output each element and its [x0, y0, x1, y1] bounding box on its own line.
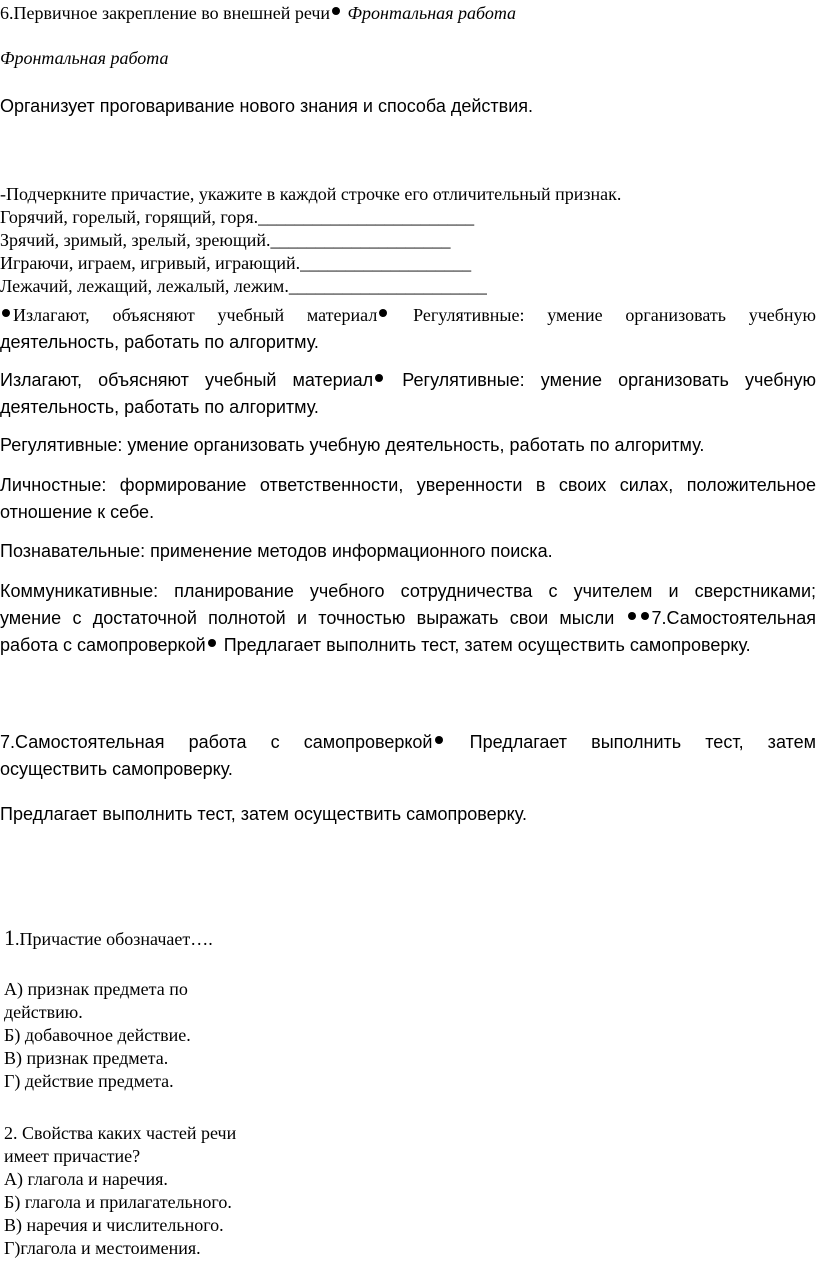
bullet-icon: [435, 736, 443, 744]
answer-option-d: Г) действие предмета.: [4, 1071, 174, 1091]
answer-option-a: А) признак предмета по: [4, 979, 188, 999]
bullet-icon: [379, 309, 387, 317]
paragraph: Организует проговаривание нового знания и способа действия.: [0, 96, 534, 116]
question-2-cont: имеет причастие?: [4, 1146, 141, 1166]
answer-option-c: В) наречия и числительного.: [4, 1215, 224, 1235]
text-run: 7.Самостоятельная работа с самопроверкой: [0, 732, 433, 752]
answer-option-c: В) признак предмета.: [4, 1048, 169, 1068]
bullet-icon: [375, 374, 383, 382]
answer-option-d: Г)глагола и местоимения.: [4, 1238, 201, 1258]
exercise-line-3: Играючи, играем, игривый, играющий.___________________: [0, 253, 472, 273]
paragraph: Регулятивные: умение организовать учебную деятельность, работать по алгоритму.: [0, 435, 705, 455]
text-run: Излагают, объясняют учебный материал: [0, 370, 374, 390]
bullet-icon: [628, 612, 636, 620]
paragraph-line: [0, 607, 816, 629]
answer-option-b: Б) глагола и прилагательного.: [4, 1192, 232, 1212]
italic-subheading: Фронтальная работа: [0, 48, 169, 68]
paragraph-line: [0, 634, 751, 656]
text-run: Регулятивные: умение организовать учебную: [413, 305, 816, 325]
question-number: 1: [4, 925, 15, 950]
text-run: Предлагает выполнить тест, затем: [469, 732, 816, 752]
answer-option-a: А) глагола и наречия.: [4, 1169, 168, 1189]
paragraph: Предлагает выполнить тест, затем осуществить самопроверку.: [0, 804, 527, 824]
paragraph: [0, 304, 816, 326]
paragraph-line: деятельность, работать по алгоритму.: [0, 397, 319, 417]
paragraph: [0, 369, 816, 391]
section-heading-7: [0, 731, 816, 753]
paragraph-line: осуществить самопроверку.: [0, 759, 233, 779]
exercise-line-2: Зрячий, зримый, зрелый, зреющий.____________________: [0, 230, 451, 250]
text-run: 7.Самостоятельная: [651, 608, 816, 628]
paragraph: Коммуникативные: планирование учебного сотрудничества с учителем и сверстниками;: [0, 581, 816, 601]
question-text: .Причастие обозначает….: [15, 929, 213, 949]
heading-text: 6.Первичное закрепление во внешней речи: [0, 3, 331, 23]
paragraph-line: деятельность, работать по алгоритму.: [0, 332, 319, 352]
question-2: 2. Свойства каких частей речи: [4, 1123, 237, 1143]
section-heading-6: [0, 2, 516, 24]
paragraph: Познавательные: применение методов информационного поиска.: [0, 541, 553, 561]
exercise-line-4: Лежачий, лежащий, лежалый, лежим.______________________: [0, 276, 487, 296]
bullet-icon: [208, 639, 216, 647]
bullet-icon: [2, 309, 10, 317]
bullet-icon: [332, 7, 340, 15]
text-run: Излагают, объясняют учебный материал: [13, 305, 378, 325]
paragraph-line: отношение к себе.: [0, 502, 155, 522]
heading-italic-text: Фронтальная работа: [347, 3, 517, 23]
bullet-icon: [641, 612, 649, 620]
paragraph: Личностные: формирование ответственности, уверенности в своих силах, положительное: [0, 475, 816, 495]
text-run: умение с достаточной полнотой и точностью выражать свои мысли: [0, 608, 615, 628]
answer-option-b: Б) добавочное действие.: [4, 1025, 191, 1045]
question-1: [4, 927, 213, 950]
answer-option-a-cont: действию.: [4, 1002, 83, 1022]
exercise-line-1: Горячий, горелый, горящий, горя.________________________: [0, 207, 475, 227]
task-instruction: -Подчеркните причастие, укажите в каждой строчке его отличительный признак.: [0, 184, 622, 204]
text-run: работа с самопроверкой: [0, 635, 206, 655]
text-run: Предлагает выполнить тест, затем осуществить самопроверку.: [223, 635, 751, 655]
text-run: Регулятивные: умение организовать учебную: [402, 370, 816, 390]
